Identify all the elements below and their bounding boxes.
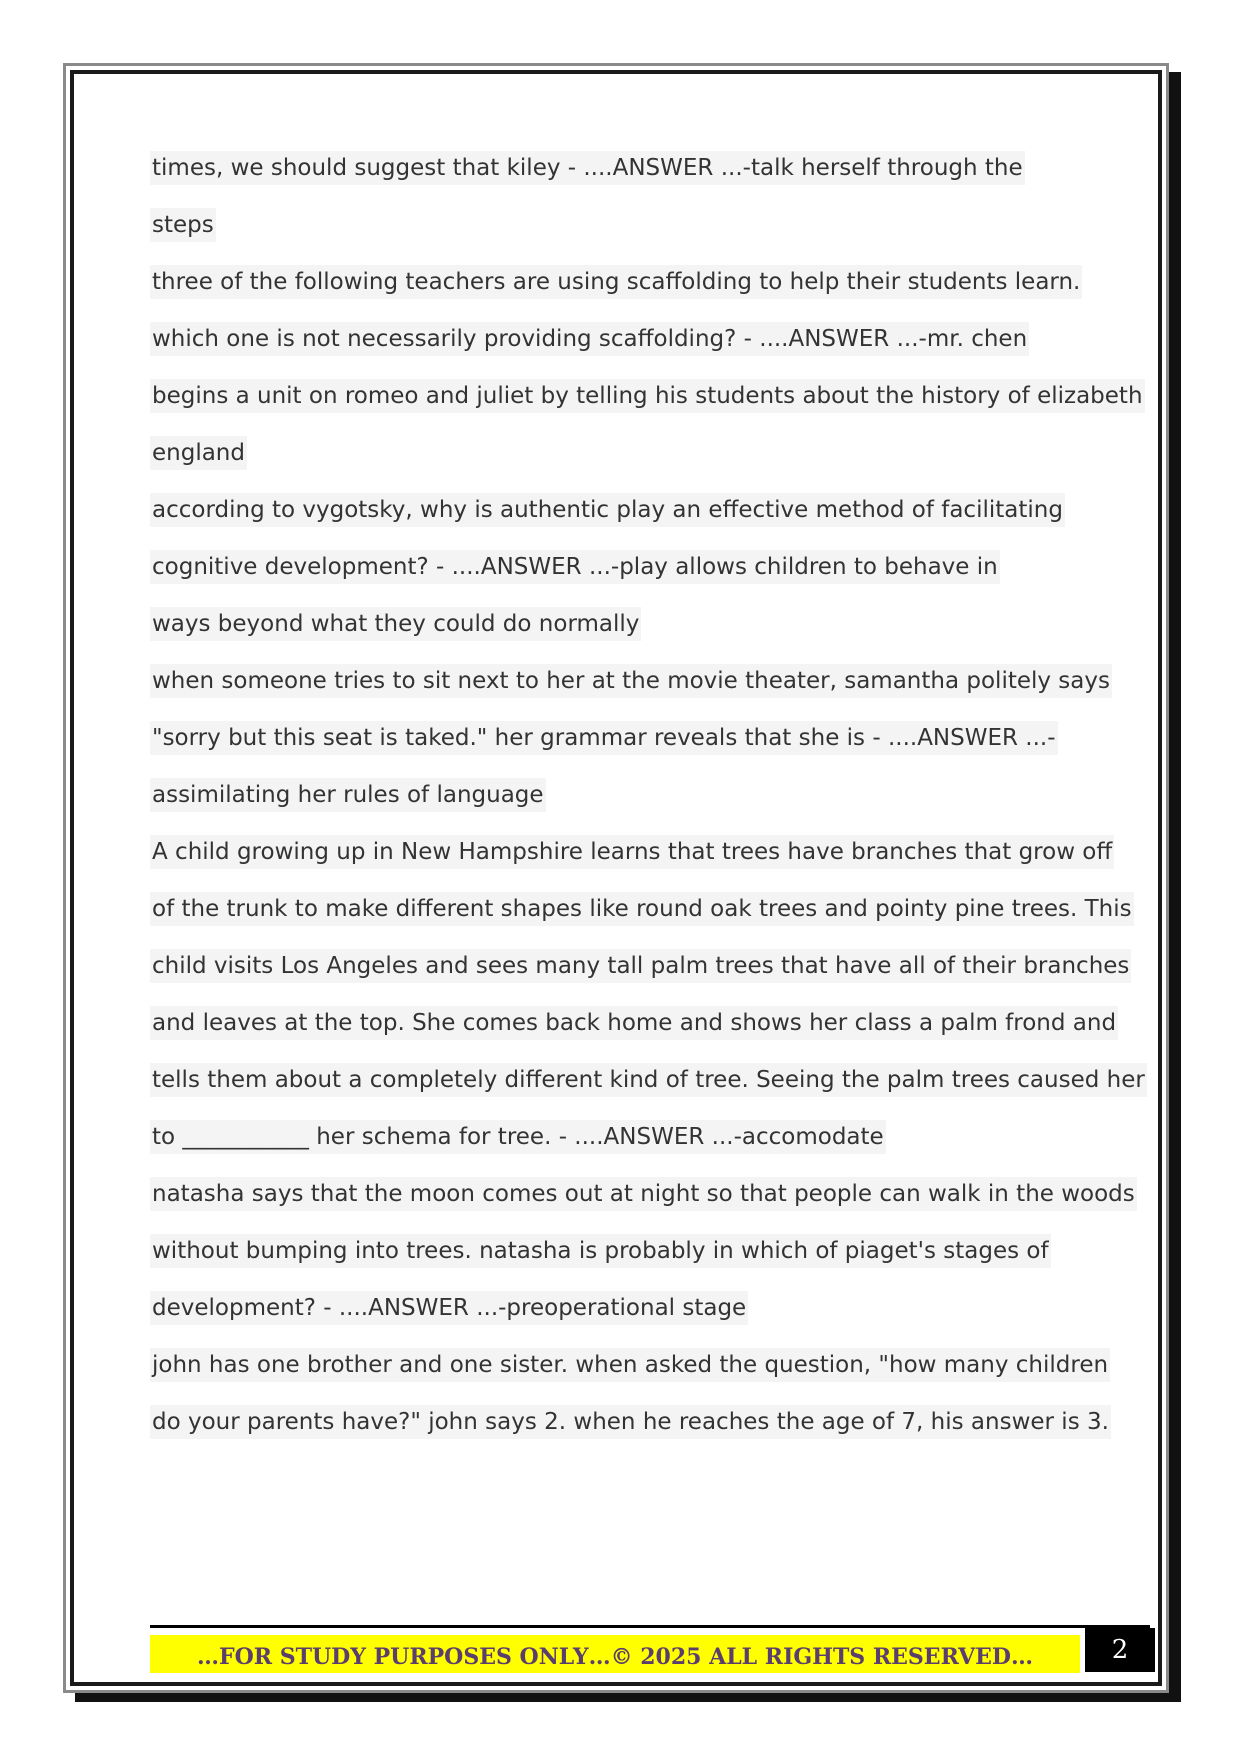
text-line-content: without bumping into trees. natasha is probably in which of piaget's stages of	[150, 1234, 1051, 1268]
text-line	[150, 425, 1100, 482]
text-line-content: england	[150, 436, 247, 470]
text-line	[150, 1337, 1109, 1394]
text-line	[150, 368, 1143, 425]
text-line	[150, 824, 1113, 881]
text-line-content: according to vygotsky, why is authentic play an effective method of facilitating	[150, 493, 1065, 527]
text-line-content: and leaves at the top. She comes back home and shows her class a palm frond and	[150, 1006, 1118, 1040]
text-line	[150, 1109, 1100, 1166]
text-line-content: development? - ....ANSWER ...-preoperational stage	[150, 1291, 748, 1325]
text-line	[150, 1052, 1145, 1109]
text-line	[150, 254, 1100, 311]
text-line-content: do your parents have?" john says 2. when he reaches the age of 7, his answer is 3.	[150, 1405, 1111, 1439]
text-line-content: times, we should suggest that kiley - ....ANSWER ...-talk herself through the	[150, 151, 1025, 185]
text-line	[150, 596, 1100, 653]
text-line-content: ways beyond what they could do normally	[150, 607, 641, 641]
text-line-content: three of the following teachers are using scaffolding to help their students learn.	[150, 265, 1082, 299]
text-line	[150, 482, 1100, 539]
text-line	[150, 995, 1117, 1052]
text-line-content: to ___________ her schema for tree. - ....ANSWER ...-accomodate	[150, 1120, 886, 1154]
text-line-content: which one is not necessarily providing scaffolding? - ....ANSWER ...-mr. chen	[150, 322, 1029, 356]
text-line-content: begins a unit on romeo and juliet by telling his students about the history of elizabeth	[150, 379, 1145, 413]
text-line-content: "sorry but this seat is taked." her grammar reveals that she is - ....ANSWER ...-	[150, 721, 1058, 755]
footer-rule	[150, 1625, 1150, 1628]
text-line	[150, 311, 1100, 368]
text-line	[150, 197, 1100, 254]
text-line	[150, 881, 1132, 938]
text-line	[150, 767, 1100, 824]
text-line-content: steps	[150, 208, 216, 242]
footer-banner: …FOR STUDY PURPOSES ONLY…© 2025 ALL RIGHTS RESERVED…	[150, 1635, 1080, 1673]
text-line	[150, 653, 1110, 710]
text-line-content: natasha says that the moon comes out at night so that people can walk in the woods	[150, 1177, 1137, 1211]
text-line-content: john has one brother and one sister. when asked the question, "how many children	[150, 1348, 1110, 1382]
text-line-content: when someone tries to sit next to her at the movie theater, samantha politely says	[150, 664, 1112, 698]
text-line	[150, 938, 1130, 995]
text-line	[150, 140, 1100, 197]
text-line-content: tells them about a completely different kind of tree. Seeing the palm trees caused her	[150, 1063, 1147, 1097]
text-line	[150, 539, 1100, 596]
text-line	[150, 710, 1100, 767]
text-line-content: cognitive development? - ....ANSWER ...-play allows children to behave in	[150, 550, 1000, 584]
text-line	[150, 1166, 1135, 1223]
document-body	[150, 140, 1145, 1451]
text-line	[150, 1223, 1100, 1280]
text-line-content: of the trunk to make different shapes like round oak trees and pointy pine trees. This	[150, 892, 1134, 926]
text-line-content: child visits Los Angeles and sees many tall palm trees that have all of their branches	[150, 949, 1131, 983]
text-line-content: assimilating her rules of language	[150, 778, 546, 812]
text-line	[150, 1280, 1100, 1337]
text-line	[150, 1394, 1109, 1451]
text-line-content: A child growing up in New Hampshire learns that trees have branches that grow off	[150, 835, 1114, 869]
page-number: 2	[1085, 1628, 1155, 1672]
